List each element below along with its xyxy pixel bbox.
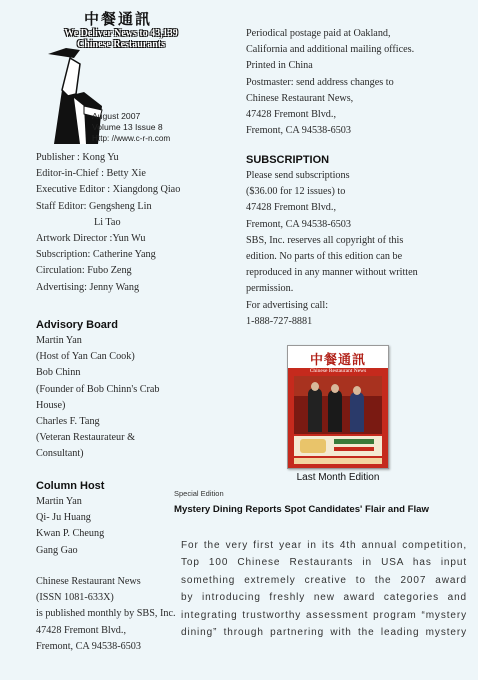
- subscription-line: Fremont, CA 94538-6503: [246, 218, 351, 230]
- column-host-line: Martin Yan: [36, 496, 82, 507]
- subscription-line: SBS, Inc. reserves all copyright of this: [246, 234, 404, 246]
- article-line: by introducing freshly new award categories and: [181, 592, 467, 604]
- logo-chinese-title: 中餐通訊: [83, 10, 152, 28]
- advisory-line: (Veteran Restaurateur &: [36, 432, 135, 444]
- cover-ad-banner: [294, 436, 382, 456]
- pub-info-line: Fremont, CA 94538-6503: [36, 640, 141, 652]
- column-host-heading: Column Host: [36, 480, 105, 492]
- article-title: Mystery Dining Reports Spot Candidates' Flair and Flaw: [174, 504, 429, 515]
- postage-info: [246, 26, 466, 139]
- postage-line: Fremont, CA 94538-6503: [246, 125, 351, 137]
- issue-date: August 2007: [92, 111, 141, 121]
- advisory-line: Consultant): [36, 448, 84, 460]
- cover-subtitle: Chinese Restaurant News: [309, 368, 367, 374]
- cover-caption: Last Month Edition: [296, 472, 380, 483]
- staff-line: Artwork Director :Yun Wu: [36, 233, 146, 245]
- staff-line: Editor-in-Chief : Betty Xie: [36, 168, 146, 180]
- article-line: dining” through partnering with the leading mystery: [181, 627, 467, 639]
- article-line: something extremely creative to the 2007 award: [181, 574, 467, 586]
- advertising-phone: 1-888-727-8881: [246, 315, 313, 327]
- column-host-line: Qi- Ju Huang: [36, 512, 91, 524]
- subscription-line: reproduced in any manner without written: [246, 267, 418, 279]
- logo-tagline: We Deliver News to 43,139: [64, 28, 178, 39]
- article-kicker: Special Edition: [174, 489, 224, 498]
- pub-info-line: Chinese Restaurant News: [36, 576, 141, 587]
- staff-line: Executive Editor : Xiangdong Qiao: [36, 184, 181, 196]
- subscription-line: edition. No parts of this edition can be: [246, 251, 403, 263]
- subscription-info: [246, 168, 466, 330]
- advisory-line: Martin Yan: [36, 335, 82, 346]
- advisory-line: House): [36, 399, 66, 411]
- subscription-line: Please send subscriptions: [246, 170, 350, 181]
- cover-photo: [294, 376, 382, 434]
- staff-line: Publisher : Kong Yu: [36, 152, 119, 163]
- subscription-line: ($36.00 for 12 issues) to: [246, 186, 346, 198]
- postage-line: Postmaster: send address changes to: [246, 76, 394, 88]
- staff-line: Circulation: Fubo Zeng: [36, 265, 132, 277]
- advisory-line: Bob Chinn: [36, 367, 81, 379]
- logo-tagline-2: Chinese Restaurants: [76, 39, 166, 50]
- postage-line: Printed in China: [246, 60, 313, 72]
- advisory-line: (Founder of Bob Chinn's Crab: [36, 383, 160, 395]
- column-host-list: [36, 494, 186, 559]
- column-host-line: Gang Gao: [36, 544, 78, 556]
- postage-line: California and additional mailing offices.: [246, 44, 415, 56]
- issue-volume: Volume 13 Issue 8: [92, 122, 163, 132]
- staff-list: [36, 150, 206, 296]
- advisory-line: (Host of Yan Can Cook): [36, 351, 135, 363]
- pub-info-line: (ISSN 1081-633X): [36, 592, 114, 604]
- staff-line: Subscription: Catherine Yang: [36, 249, 156, 261]
- staff-line: Li Tao: [94, 216, 121, 228]
- article-line: Top 100 Chinese Restaurants in USA has input: [181, 557, 467, 569]
- cover-chinese-title: 中餐通訊: [309, 353, 366, 368]
- advisory-heading: Advisory Board: [36, 319, 118, 331]
- subscription-line: 47428 Fremont Blvd.,: [246, 202, 336, 214]
- last-month-cover-image[interactable]: [287, 345, 389, 469]
- pub-info-line: is published monthly by SBS, Inc.: [36, 608, 176, 620]
- article-line: For the very first year in its 4th annual competition,: [181, 540, 467, 551]
- magazine-logo: [40, 8, 190, 148]
- article-line: integrating trustworthy assessment program “mystery: [181, 609, 467, 621]
- advisory-list: [36, 333, 206, 463]
- website-link[interactable]: Http: //www.c-r-n.com: [92, 134, 171, 143]
- pub-info-line: 47428 Fremont Blvd.,: [36, 624, 126, 636]
- postage-line: 47428 Fremont Blvd.,: [246, 109, 336, 121]
- subscription-line: For advertising call:: [246, 299, 329, 311]
- advisory-line: Charles F. Tang: [36, 416, 100, 428]
- staff-line: Advertising: Jenny Wang: [36, 281, 140, 293]
- postage-line: Periodical postage paid at Oakland,: [246, 28, 391, 39]
- column-host-line: Kwan P. Cheung: [36, 528, 105, 540]
- article-body: [181, 537, 467, 641]
- publication-info: [36, 574, 186, 655]
- subscription-line: permission.: [246, 283, 294, 295]
- staff-line: Staff Editor: Gengsheng Lin: [36, 200, 152, 212]
- postage-line: Chinese Restaurant News,: [246, 92, 354, 104]
- subscription-heading: SUBSCRIPTION: [246, 154, 330, 166]
